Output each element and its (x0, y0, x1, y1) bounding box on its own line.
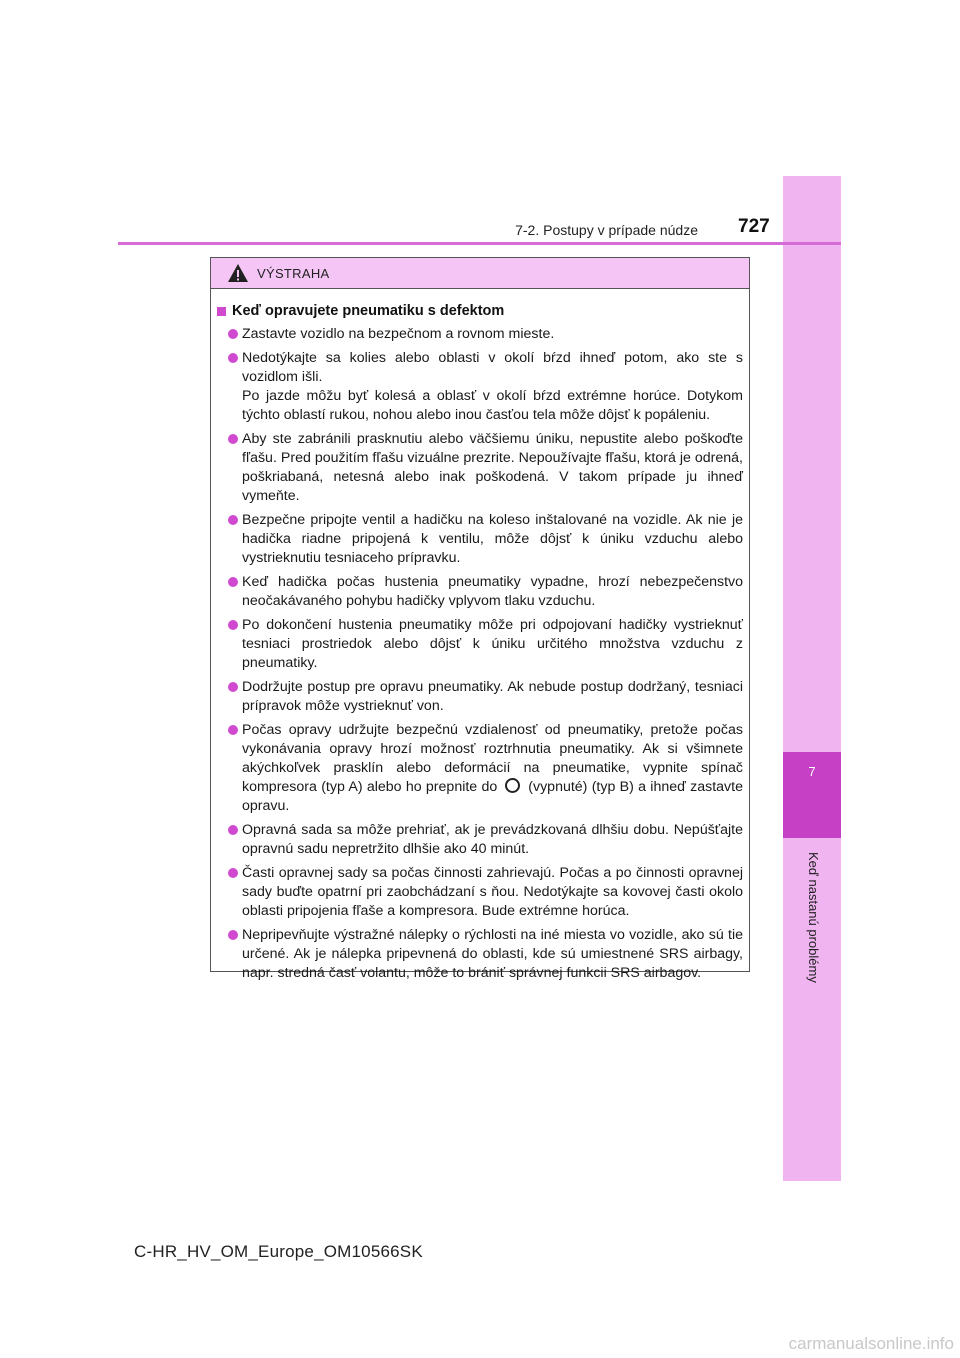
list-item (217, 616, 743, 673)
header-rule (118, 242, 841, 245)
warning-heading (217, 303, 743, 319)
document-code: C-HR_HV_OM_Europe_OM10566SK (134, 1242, 423, 1261)
chapter-side-tab (783, 176, 841, 1181)
off-position-icon (505, 778, 520, 793)
list-item-text: Nedotýkajte sa kolies alebo oblasti v okolí bŕzd ihneď potom, ako ste s vozidlom išli. (242, 350, 743, 385)
square-bullet-icon (217, 307, 226, 316)
watermark: carmanualsonline.info (788, 1334, 954, 1353)
warning-header (211, 258, 749, 289)
list-item-text: Bezpečne pripojte ventil a hadičku na koleso inštalované na vozidle. Ak nie je hadička riadne pripojená k ventilu, môže dôjsť k úniku vzduchu alebo vystrieknutiu tesniaceho prípravku. (242, 512, 743, 566)
list-item-text: Aby ste zabránili prasknutiu alebo väčšiemu úniku, nepustite alebo poškoďte fľašu. Pred použitím fľašu vizuálne prezrite. Nepoužívajte fľašu, ktorá je odrená, poškriabaná, netesná alebo inak poškodená. V takom prípade ju ihneď vymeňte. (242, 431, 743, 504)
list-item-text: Opravná sada sa môže prehriať, ak je prevádzkovaná dlhšiu dobu. Nepúšťajte opravnú sadu nepretržito dlhšie ako 40 minút. (242, 822, 743, 857)
section-title: 7-2. Postupy v prípade núdze (515, 222, 698, 238)
list-item-text: Dodržujte postup pre opravu pneumatiky. Ak nebude postup dodržaný, tesniaci prípravok môže vystrieknuť von. (242, 679, 743, 714)
bullet-icon (228, 577, 238, 587)
list-item (217, 821, 743, 859)
chapter-number: 7 (808, 764, 816, 779)
bullet-icon (228, 434, 238, 444)
bullet-icon (228, 515, 238, 525)
warning-body (211, 289, 749, 983)
list-item-text: Keď hadička počas hustenia pneumatiky vypadne, hrozí nebezpečenstvo neočakávaného pohybu hadičky vplyvom tlaku vzduchu. (242, 574, 743, 609)
chapter-title: Keď nastanú problémy (806, 852, 821, 983)
list-item (217, 430, 743, 506)
list-item-text: Zastavte vozidlo na bezpečnom a rovnom mieste. (242, 326, 555, 342)
list-item (217, 573, 743, 611)
warning-items-after (217, 821, 743, 983)
bullet-icon (228, 329, 238, 339)
bullet-icon (228, 825, 238, 835)
bullet-icon (228, 682, 238, 692)
bullet-icon (228, 725, 238, 735)
list-item-text: Po jazde môžu byť kolesá a oblasť v okolí bŕzd extrémne horúce. Dotykom týchto oblastí rukou, nohou alebo inou časťou tela môže dôjsť k popáleniu. (242, 388, 743, 423)
list-item (217, 721, 743, 816)
warning-box (210, 257, 750, 981)
list-item-text: Počas opravy udržujte bezpečnú vzdialenosť od pneumatiky, pretože počas vykonávania opravy hrozí možnosť roztrhnutia pneumatiky. Ak si všimnete akýchkoľvek prasklín alebo deformácií na pneumatike, vypnite spínač kompresora (typ A) alebo ho prepnite do (vypnuté) (typ B) a ihneď zastavte opravu. (242, 722, 743, 814)
list-item (217, 864, 743, 921)
list-item-text: Po dokončení hustenia pneumatiky môže pri odpojovaní hadičky vystrieknuť tesniaci prostriedok alebo dôjsť k úniku určitého množstva vzduchu z pneumatiky. (242, 617, 743, 671)
list-item-text: Časti opravnej sady sa počas činnosti zahrievajú. Počas a po činnosti opravnej sady buďte opatrní pri zaobchádzaní s ňou. Nedotýkajte sa kovovej časti okolo oblasti pripojenia fľaše a kompresora. Bude extrémne horúca. (242, 865, 743, 919)
warning-label: VÝSTRAHA (257, 265, 330, 281)
list-item-text: Nepripevňujte výstražné nálepky o rýchlosti na iné miesta vo vozidle, ako sú tie určené. Ak je nálepka pripevnená do oblasti, kde sú umiestnené SRS airbagy, napr. stredná časť volantu, môže to brániť správnej funkcii SRS airbagov. (242, 927, 743, 981)
list-item (217, 926, 743, 983)
list-item (217, 678, 743, 716)
bullet-icon (228, 620, 238, 630)
warning-heading-text: Keď opravujete pneumatiku s defektom (232, 303, 505, 319)
warning-triangle-icon (227, 263, 249, 283)
bullet-icon (228, 353, 238, 363)
bullet-icon (228, 930, 238, 940)
warning-items (217, 325, 743, 716)
page-number: 727 (738, 216, 770, 237)
list-item (217, 511, 743, 568)
list-item (217, 325, 743, 344)
list-item (217, 349, 743, 425)
bullet-icon (228, 868, 238, 878)
